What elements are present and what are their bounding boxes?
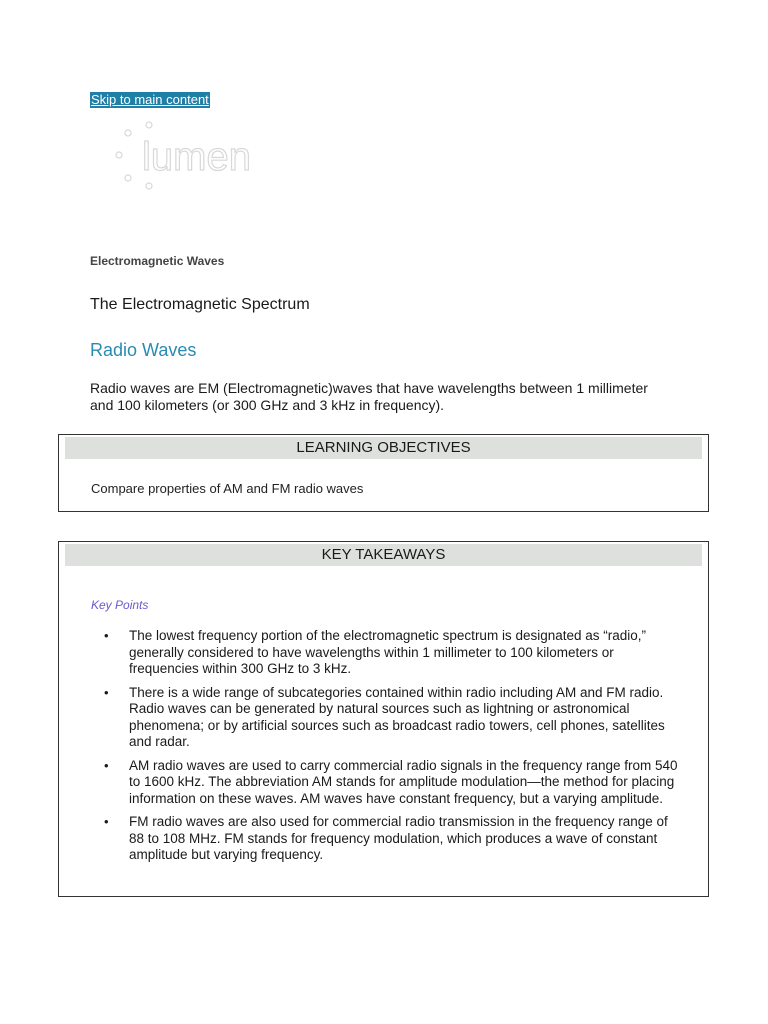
lumen-logo[interactable] bbox=[112, 118, 272, 194]
logo-wordmark: lumen bbox=[142, 135, 251, 179]
bullet: • bbox=[104, 628, 109, 643]
intro-paragraph: Radio waves are EM (Electromagnetic)waves that have wavelengths between 1 millimeter and 100 kilometers (or 300 GHz and 3 kHz in frequency). bbox=[90, 380, 648, 413]
key-points-list bbox=[91, 628, 681, 871]
lumen-logo-icon bbox=[112, 118, 272, 194]
key-takeaways-box bbox=[58, 541, 709, 897]
learning-objectives-box bbox=[58, 434, 709, 512]
bullet: • bbox=[104, 757, 109, 773]
list-item-text: AM radio waves are used to carry commercial radio signals in the frequency range from 540 to 1600 kHz. The abbreviation AM stands for amplitude modulation—the method for placing information on these waves. AM waves have constant frequency, but a varying amplitude. bbox=[129, 757, 678, 806]
list-item bbox=[91, 814, 681, 864]
bullet: • bbox=[104, 684, 109, 700]
list-item bbox=[91, 758, 681, 808]
list-item-text: FM radio waves are also used for commercial radio transmission in the frequency range of 88 to 108 MHz. FM stands for frequency modulation, which produces a wave of constant amplitude but varying frequency. bbox=[129, 814, 668, 862]
learning-objective-text: Compare properties of AM and FM radio waves bbox=[91, 481, 364, 496]
key-points-label: Key Points bbox=[91, 598, 149, 612]
page-title: Radio Waves bbox=[90, 340, 197, 360]
bullet: • bbox=[104, 814, 109, 829]
list-item bbox=[91, 685, 681, 751]
key-takeaways-header: KEY TAKEAWAYS bbox=[65, 544, 702, 566]
section-title: The Electromagnetic Spectrum bbox=[90, 296, 310, 313]
list-item-text: There is a wide range of subcategories contained within radio including AM and FM radio. Radio waves can be generated by natural sources such as lightning or astronomical phenomena; or by artificial sources such as broadcast radio towers, cell phones, satellites and radar. bbox=[129, 684, 665, 749]
learning-objectives-header: LEARNING OBJECTIVES bbox=[65, 437, 702, 459]
list-item-text: The lowest frequency portion of the electromagnetic spectrum is designated as “radio,” generally considered to have wavelengths within 1 millimeter to 100 kilometers or frequencies within 300 GHz to 3 kHz. bbox=[129, 628, 647, 676]
skip-to-main-link[interactable]: Skip to main content bbox=[91, 92, 209, 107]
list-item bbox=[91, 628, 681, 678]
breadcrumb: Electromagnetic Waves bbox=[90, 254, 225, 268]
